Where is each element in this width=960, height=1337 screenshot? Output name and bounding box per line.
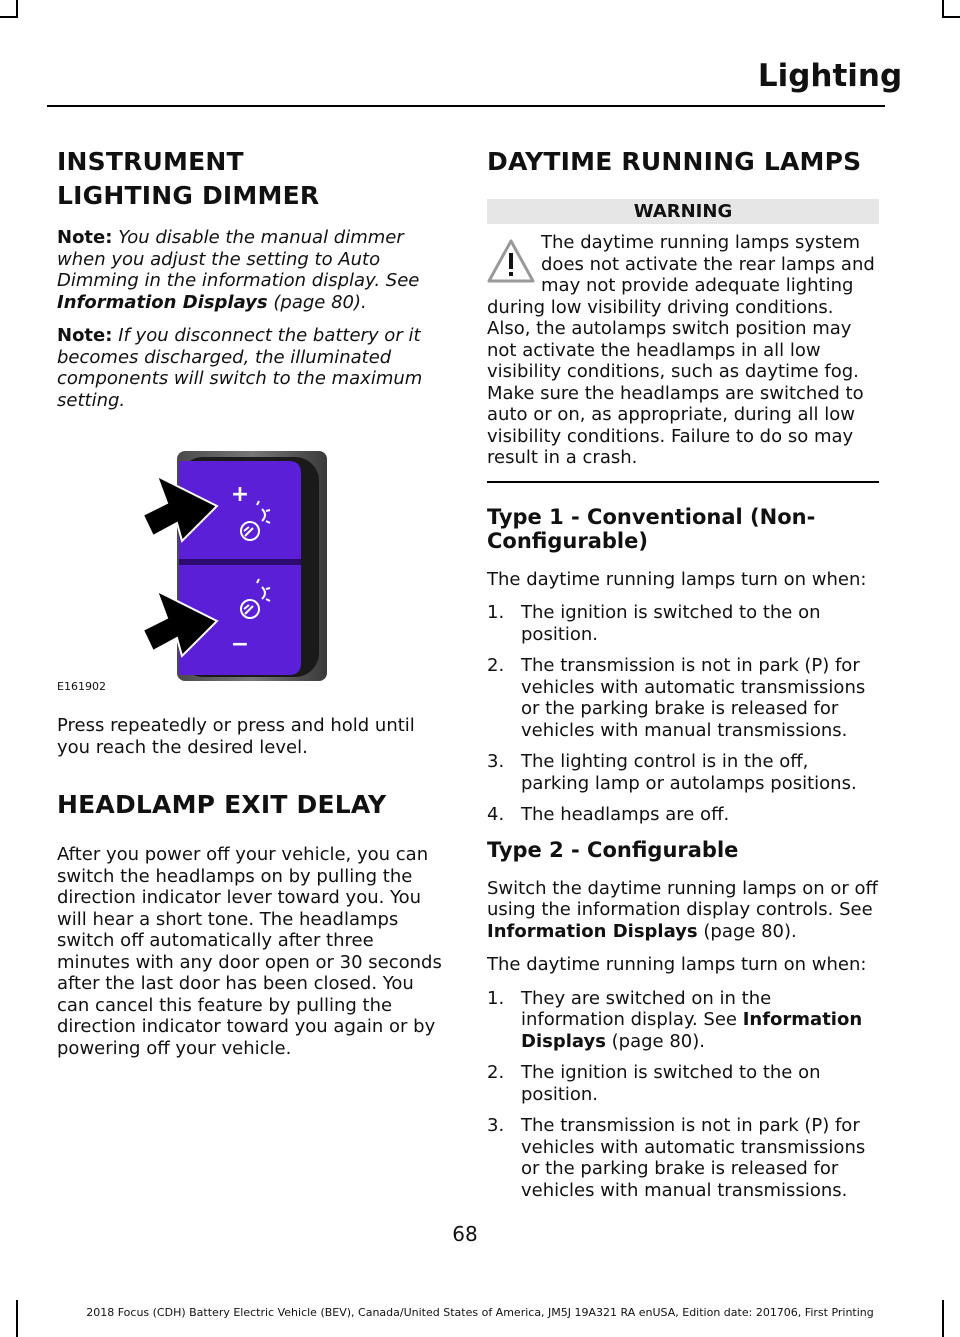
xref-page: (page 80). [273, 291, 367, 313]
list-item: 1. They are switched on in the information display. See Information Displays (page 80). [487, 987, 863, 1052]
warning-banner: WARNING [487, 199, 879, 224]
heading-daytime-running-lamps: DAYTIME RUNNING LAMPS [487, 147, 862, 176]
heading-instrument-lighting-dimmer: INSTRUMENT LIGHTING DIMMER [57, 147, 320, 210]
header-rule [47, 105, 885, 107]
page-title: Lighting [757, 58, 903, 94]
warning-rule [487, 481, 879, 483]
warning-text: The daytime running lamps system does not activate the rear lamps and may not provide adequate lighting during low visibility driving conditions. Also, the autolamps switch position may not activate the headlamps in all low visibility conditions, such as daytime fog. Make sure the headlamps are switched to auto or on, as appropriate, during all low visibility conditions. Failure to do so may result in a crash. [487, 232, 875, 468]
svg-text:+: + [230, 482, 250, 507]
figure-id: E161902 [57, 680, 106, 693]
exit-delay-text: After you power off your vehicle, you can switch the headlamps on by pulling the direction indicator lever toward you. You will hear a short tone. The headlamps switch off automatically after three minutes with any door open or 30 seconds after the last door has been closed. You can cancel this feature by pulling the direction indicator toward you again or by powering off your vehicle. [57, 844, 442, 1059]
list-item: 3. The lighting control is in the off, parking lamp or autolamps positions. [487, 751, 857, 794]
crop-mark [0, 16, 18, 18]
heading-type-2: Type 2 - Configurable [487, 837, 739, 862]
list-item: 2. The transmission is not in park (P) for vehicles with automatic transmissions or the parking brake is released for vehicles with manual transmissions. [487, 655, 866, 741]
warning-icon [487, 238, 535, 284]
note-label: Note: [57, 325, 113, 346]
xref-information-displays[interactable]: Information Displays [57, 291, 268, 313]
dimmer-switch-illustration [57, 451, 447, 701]
list-item: 1. The ignition is switched to the on position. [487, 602, 821, 645]
type2-intro: The daytime running lamps turn on when: [487, 954, 867, 975]
left-column [57, 145, 447, 1071]
list-item: 2. The ignition is switched to the on position. [487, 1062, 821, 1105]
note-text: You disable the manual dimmer when you adjust the setting to Auto Dimming in the information display. See [57, 227, 420, 291]
press-instructions: Press repeatedly or press and hold until you reach the desired level. [57, 715, 415, 758]
heading-type-1: Type 1 - Conventional (Non-Configurable) [487, 504, 816, 553]
footer-text: 2018 Focus (CDH) Battery Electric Vehicle (BEV), Canada/United States of America, JM5J 19A321 RA enUSA, Edition date: 201706, First Printing [86, 1306, 874, 1319]
xref-information-displays[interactable]: Information Displays [521, 1009, 863, 1052]
page-number: 68 [452, 1222, 478, 1246]
type1-intro: The daytime running lamps turn on when: [487, 568, 867, 590]
type1-list [487, 602, 879, 826]
type2-text: Switch the daytime running lamps on or off using the information display controls. See Information Displays (page 80). [487, 877, 878, 942]
note-label: Note: [57, 227, 113, 248]
xref-information-displays[interactable]: Information Displays [487, 920, 698, 942]
type2-list [487, 988, 879, 1202]
note-auto-dimming [57, 227, 447, 313]
svg-text:−: − [230, 632, 250, 657]
list-item: 3. The transmission is not in park (P) for vehicles with automatic transmissions or the parking brake is released for vehicles with manual transmissions. [487, 1115, 866, 1201]
right-column [487, 145, 879, 1213]
crop-mark [942, 16, 960, 18]
warning-body [487, 232, 879, 469]
note-text: If you disconnect the battery or it becomes discharged, the illuminated components will switch to the maximum setting. [57, 325, 423, 411]
heading-headlamp-exit-delay: HEADLAMP EXIT DELAY [57, 790, 387, 819]
dimmer-switch-figure [57, 451, 447, 701]
note-battery [57, 325, 447, 411]
list-item: 4. The headlamps are off. [487, 804, 730, 825]
